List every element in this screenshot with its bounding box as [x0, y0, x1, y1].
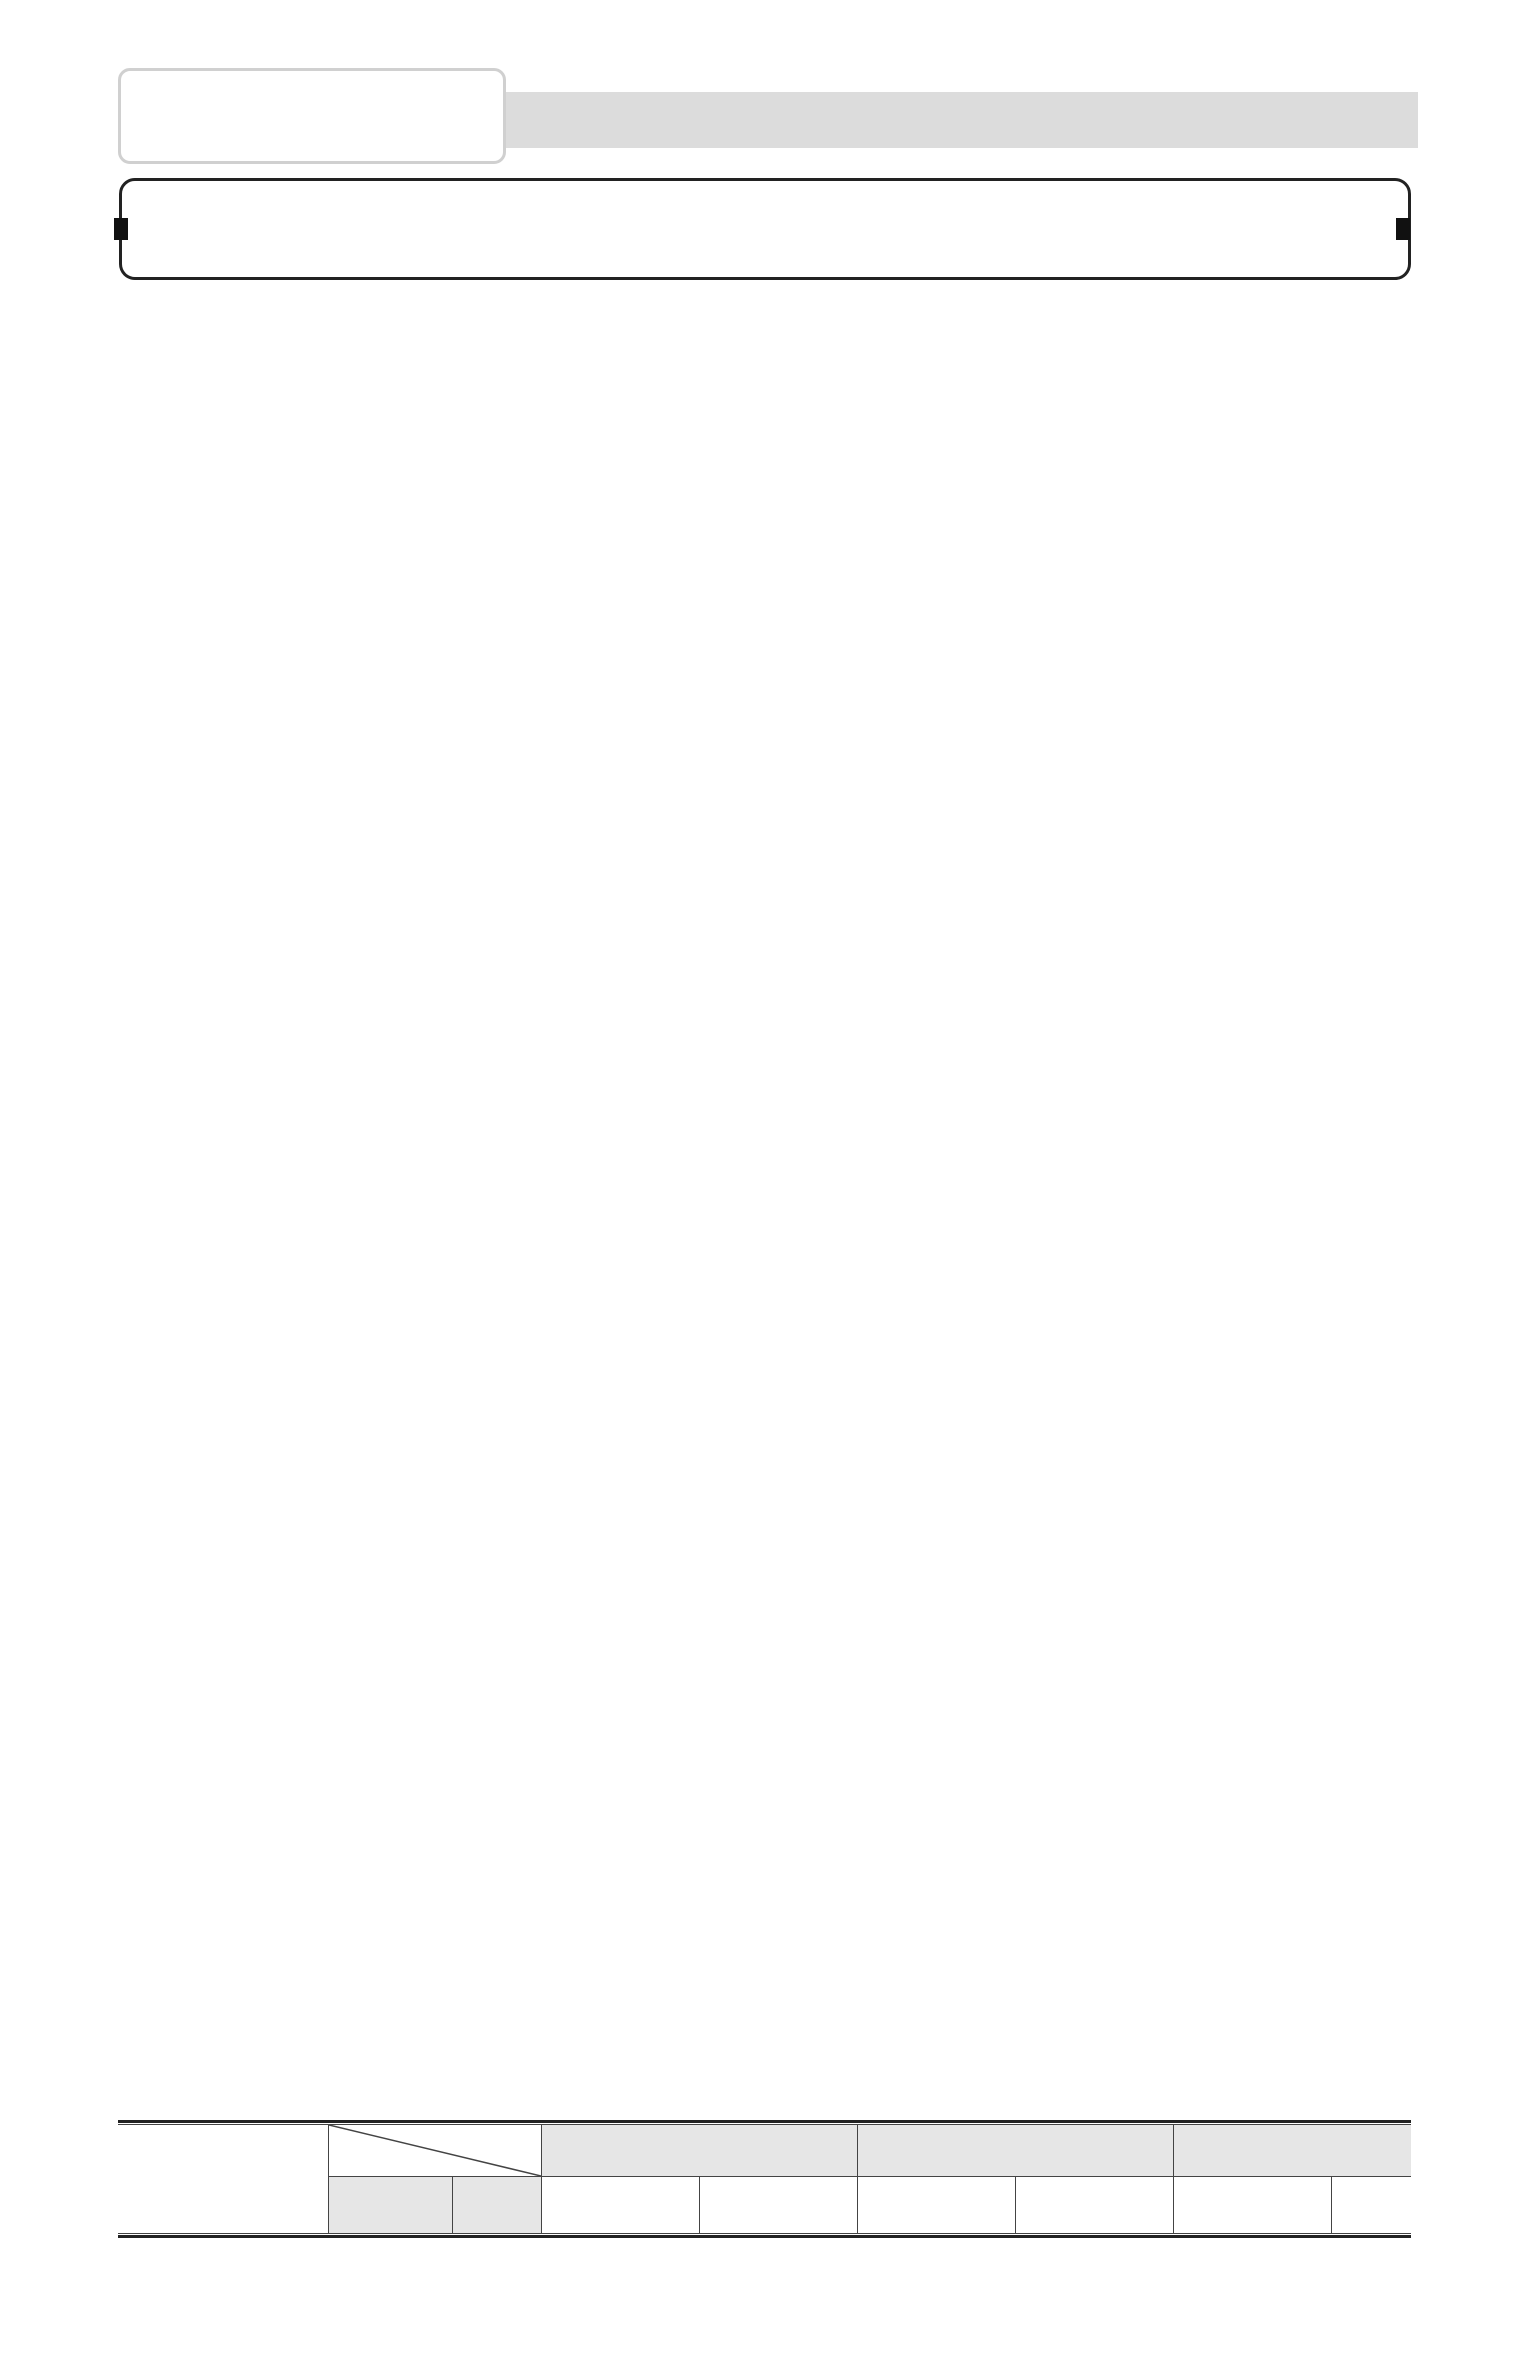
header-bar [490, 92, 1418, 148]
part-header [542, 2125, 858, 2177]
next-week-table [118, 2124, 1411, 2234]
person-cell [700, 2177, 858, 2234]
person-cell [1174, 2177, 1332, 2234]
box-tab-left [114, 218, 128, 240]
box-tab-right [1396, 218, 1410, 240]
service-times-box [119, 178, 1411, 280]
diagonal-divider [329, 2125, 541, 2176]
table-bottom-rule [118, 2235, 1411, 2238]
person-cell [858, 2177, 1016, 2234]
part-header [858, 2125, 1174, 2177]
part-header [1174, 2125, 1411, 2177]
organ-prelude [168, 302, 198, 327]
person-cell [542, 2177, 700, 2234]
role-header [452, 2177, 541, 2234]
table-corner [329, 2125, 542, 2177]
table-top-rule [118, 2120, 1411, 2123]
next-week-title [118, 2125, 329, 2234]
role-header [329, 2177, 453, 2234]
person-cell [1332, 2177, 1411, 2234]
page-title-box [118, 68, 506, 164]
person-cell [1016, 2177, 1174, 2234]
